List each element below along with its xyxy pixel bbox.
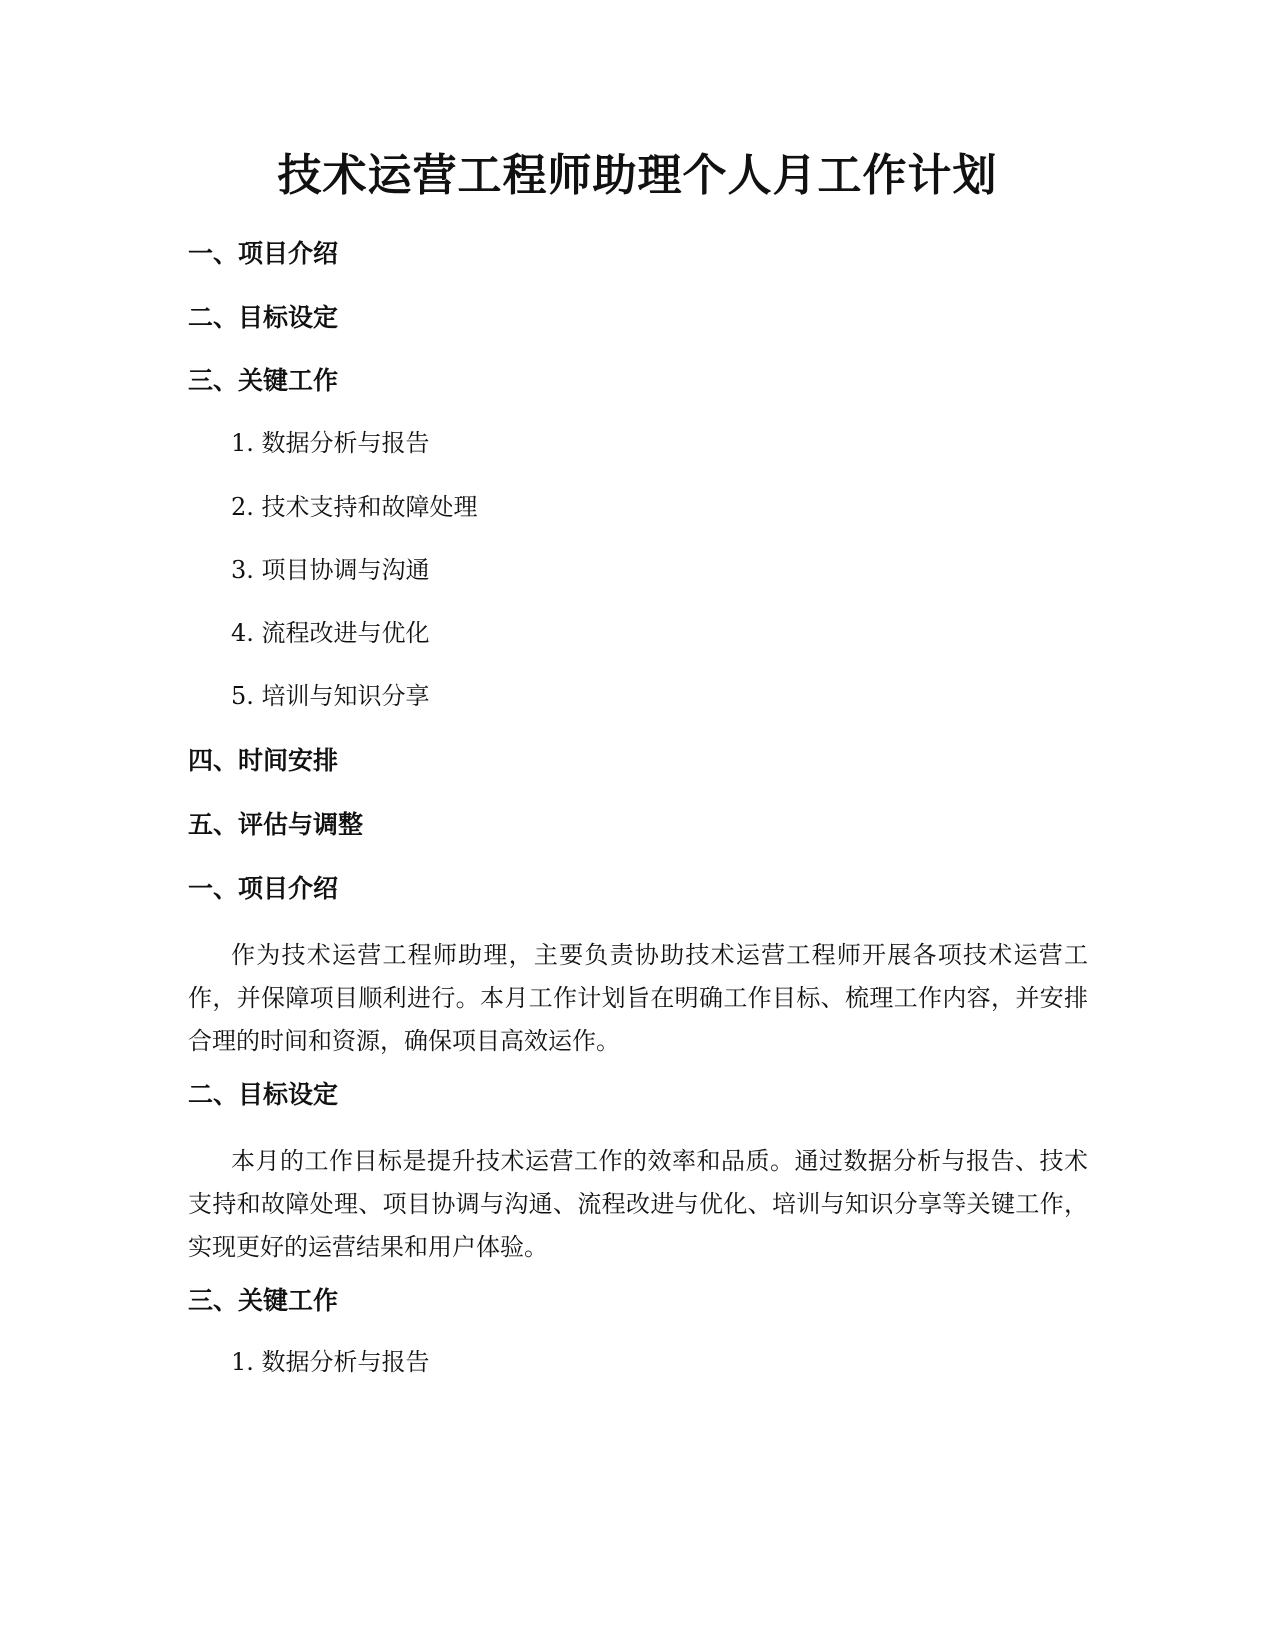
outline-heading-key-work: 三、关键工作 — [188, 366, 339, 395]
section-body-goals: 本月的工作目标是提升技术运营工作的效率和品质。通过数据分析与报告、技术支持和故障处理、项目协调与沟通、流程改进与优化、培训与知识分享等关键工作，实现更好的运营结果和用户体验。 — [188, 1147, 1088, 1261]
outline-list-item: 2. 技术支持和故障处理 — [231, 493, 478, 521]
page-title: 技术运营工程师助理个人月工作计划 — [277, 150, 998, 201]
section-heading-intro: 一、项目介绍 — [188, 874, 339, 903]
outline-list-item: 4. 流程改进与优化 — [231, 619, 430, 647]
outline-heading-evaluation: 五、评估与调整 — [188, 810, 364, 839]
section-heading-goals: 二、目标设定 — [188, 1080, 339, 1109]
outline-list-item: 5. 培训与知识分享 — [231, 682, 430, 710]
outline-list-item: 3. 项目协调与沟通 — [231, 556, 430, 584]
outline-heading-intro: 一、项目介绍 — [188, 239, 339, 268]
section-body-intro: 作为技术运营工程师助理，主要负责协助技术运营工程师开展各项技术运营工作，并保障项目顺利进行。本月工作计划旨在明确工作目标、梳理工作内容，并安排合理的时间和资源，确保项目高效运作。 — [188, 941, 1088, 1055]
section-list-item: 1. 数据分析与报告 — [231, 1348, 430, 1376]
outline-heading-schedule: 四、时间安排 — [188, 746, 339, 775]
outline-list-item: 1. 数据分析与报告 — [231, 429, 430, 457]
section-heading-key-work: 三、关键工作 — [188, 1286, 339, 1315]
outline-heading-goals: 二、目标设定 — [188, 303, 339, 332]
